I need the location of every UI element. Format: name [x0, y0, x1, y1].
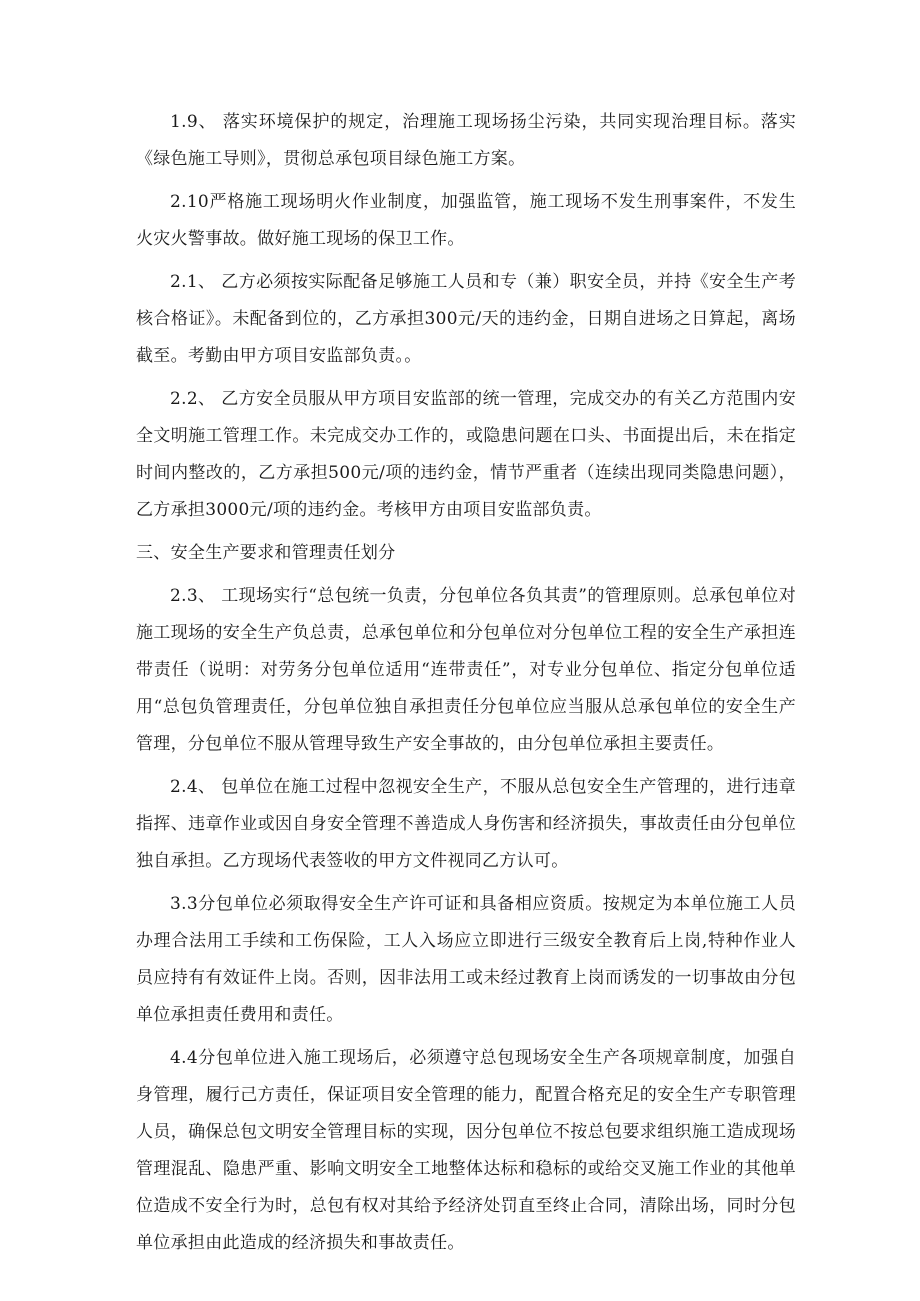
clause-4-4: 4.4分包单位进入施工现场后，必须遵守总包现场安全生产各项规章制度，加强自身管理，履行己方责任，保证项目安全管理的能力，配置合格充足的安全生产专职管理人员，确保总包文明安全管理目标的实现，因分包单位不按总包要求组织施工造成现场管理混乱、隐患严重、影响文明安全工地整体达标和稳标的或给交叉施工作业的其他单位造成不安全行为时，总包有权对其给予经济处罚直至终止合同，清除出场，同时分包单位承担由此造成的经济损失和事故责任。: [136, 1048, 796, 1253]
clause-2-3: 2.3、 工现场实行“总包统一负责，分包单位各负其责”的管理原则。总承包单位对施工现场的安全生产负总责，总承包单位和分包单位对分包单位工程的安全生产承担连带责任（说明：对劳务分包单位适用“连带责任”，对专业分包单位、指定分包单位适用“总包负管理责任，分包单位独自承担责任分包单位应当服从总承包单位的安全生产管理，分包单位不服从管理导致生产安全事故的，由分包单位承担主要责任。: [136, 586, 796, 754]
clause-2-10: 2.10严格施工现场明火作业制度，加强监管，施工现场不发生刑事案件，不发生火灾火警事故。做好施工现场的保卫工作。: [136, 192, 796, 249]
section-heading: 三、安全生产要求和管理责任划分: [136, 543, 396, 563]
clause-2-2: 2.2、 乙方安全员服从甲方项目安监部的统一管理，完成交办的有关乙方范围内安全文明施工管理工作。未完成交办工作的，或隐患问题在口头、书面提出后，未在指定时间内整改的，乙方承担500元/项的违约金，情节严重者（连续出现同类隐患问题），乙方承担3000元/项的违约金。考核甲方由项目安监部负责。: [136, 389, 796, 520]
clause-3-3: 3.3分包单位必须取得安全生产许可证和具备相应资质。按规定为本单位施工人员办理合法用工手续和工伤保险，工人入场应立即进行三级安全教育后上岗,特种作业人员应持有有效证件上岗。否则，因非法用工或未经过教育上岗而诱发的一切事故由分包单位承担责任费用和责任。: [136, 894, 796, 1025]
clause-2-4: 2.4、 包单位在施工过程中忽视安全生产，不服从总包安全生产管理的，进行违章指挥、违章作业或因自身安全管理不善造成人身伤害和经济损失，事故责任由分包单位独自承担。乙方现场代表签收的甲方文件视同乙方认可。: [136, 777, 796, 871]
clause-2-1: 2.1、 乙方必须按实际配备足够施工人员和专（兼）职安全员，并持《安全生产考核合格证》。未配备到位的，乙方承担300元/天的违约金，日期自进场之日算起，离场截至。考勤由甲方项目安监部负责。。: [136, 272, 796, 366]
clause-1-9: 1.9、 落实环境保护的规定，治理施工现场扬尘污染，共同实现治理目标。落实《绿色施工导则》，贯彻总承包项目绿色施工方案。: [136, 112, 796, 169]
document-body: [136, 104, 796, 1268]
